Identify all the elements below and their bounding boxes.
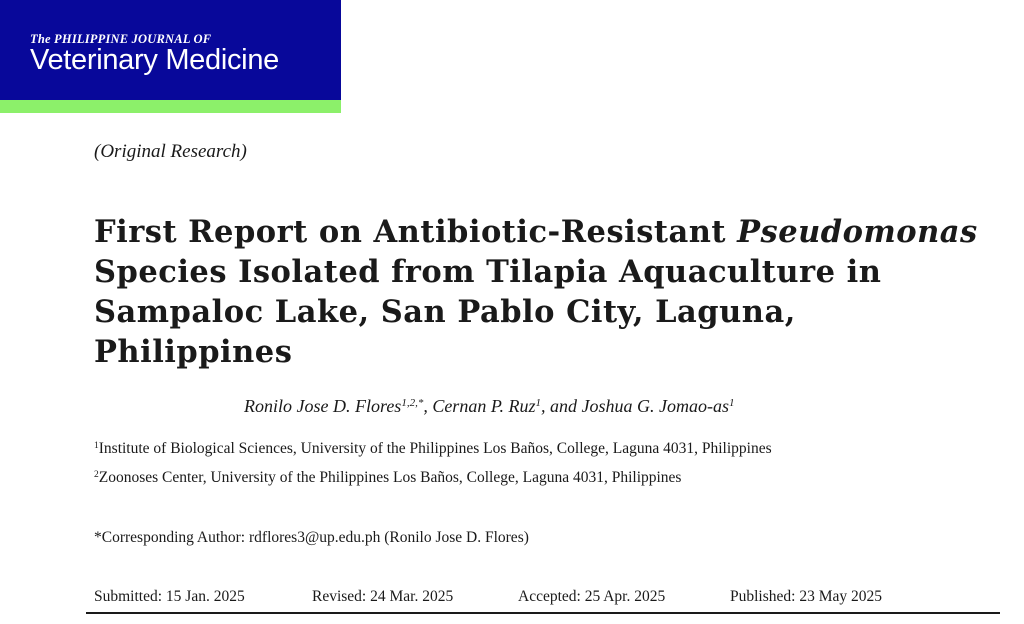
author-name: Ronilo Jose D. Flores <box>244 396 402 416</box>
date-revised: Revised: 24 Mar. 2025 <box>312 588 454 605</box>
author-separator: , <box>423 396 433 416</box>
article-title <box>94 212 1004 372</box>
author-name: Joshua G. Jomao-as <box>581 396 729 416</box>
affiliation-number: 2 <box>94 470 99 480</box>
affiliation-number: 1 <box>94 441 99 451</box>
affiliation-text: Institute of Biological Sciences, University of the Philippines Los Baños, College, Laguna 4031, Philippines <box>98 440 772 457</box>
affiliation-2 <box>94 469 681 487</box>
date-published: Published: 23 May 2025 <box>730 588 882 605</box>
affiliation-1 <box>94 440 772 458</box>
author-name: Cernan P. Ruz <box>432 396 536 416</box>
date-accepted: Accepted: 25 Apr. 2025 <box>518 588 666 605</box>
title-genus: Pseudomonas <box>737 214 978 250</box>
journal-banner <box>0 0 341 100</box>
title-line-1 <box>94 212 1004 252</box>
affiliation-text: Zoonoses Center, University of the Philippines Los Baños, College, Laguna 4031, Philippines <box>98 469 682 486</box>
corresponding-author: *Corresponding Author: rdflores3@up.edu.ph (Ronilo Jose D. Flores) <box>94 529 529 546</box>
title-line-1-text: First Report on Antibiotic-Resistant <box>94 214 738 250</box>
title-line-4: Philippines <box>94 334 293 370</box>
header-divider <box>86 612 1000 614</box>
author-separator: , and <box>541 396 582 416</box>
journal-name: Veterinary Medicine <box>30 44 279 76</box>
author-list <box>244 396 734 417</box>
author-affiliation-mark: 1,2,* <box>401 397 424 409</box>
journal-prefix: The PHILIPPINE JOURNAL OF <box>30 32 212 46</box>
author-affiliation-mark: 1 <box>728 397 735 409</box>
title-line-3: Sampaloc Lake, San Pablo City, Laguna, <box>94 294 796 330</box>
title-line-2: Species Isolated from Tilapia Aquaculture in <box>94 254 882 290</box>
author-affiliation-mark: 1 <box>535 397 541 409</box>
article-type: (Original Research) <box>94 141 247 162</box>
journal-accent-stripe <box>0 100 341 113</box>
date-submitted: Submitted: 15 Jan. 2025 <box>94 588 245 605</box>
